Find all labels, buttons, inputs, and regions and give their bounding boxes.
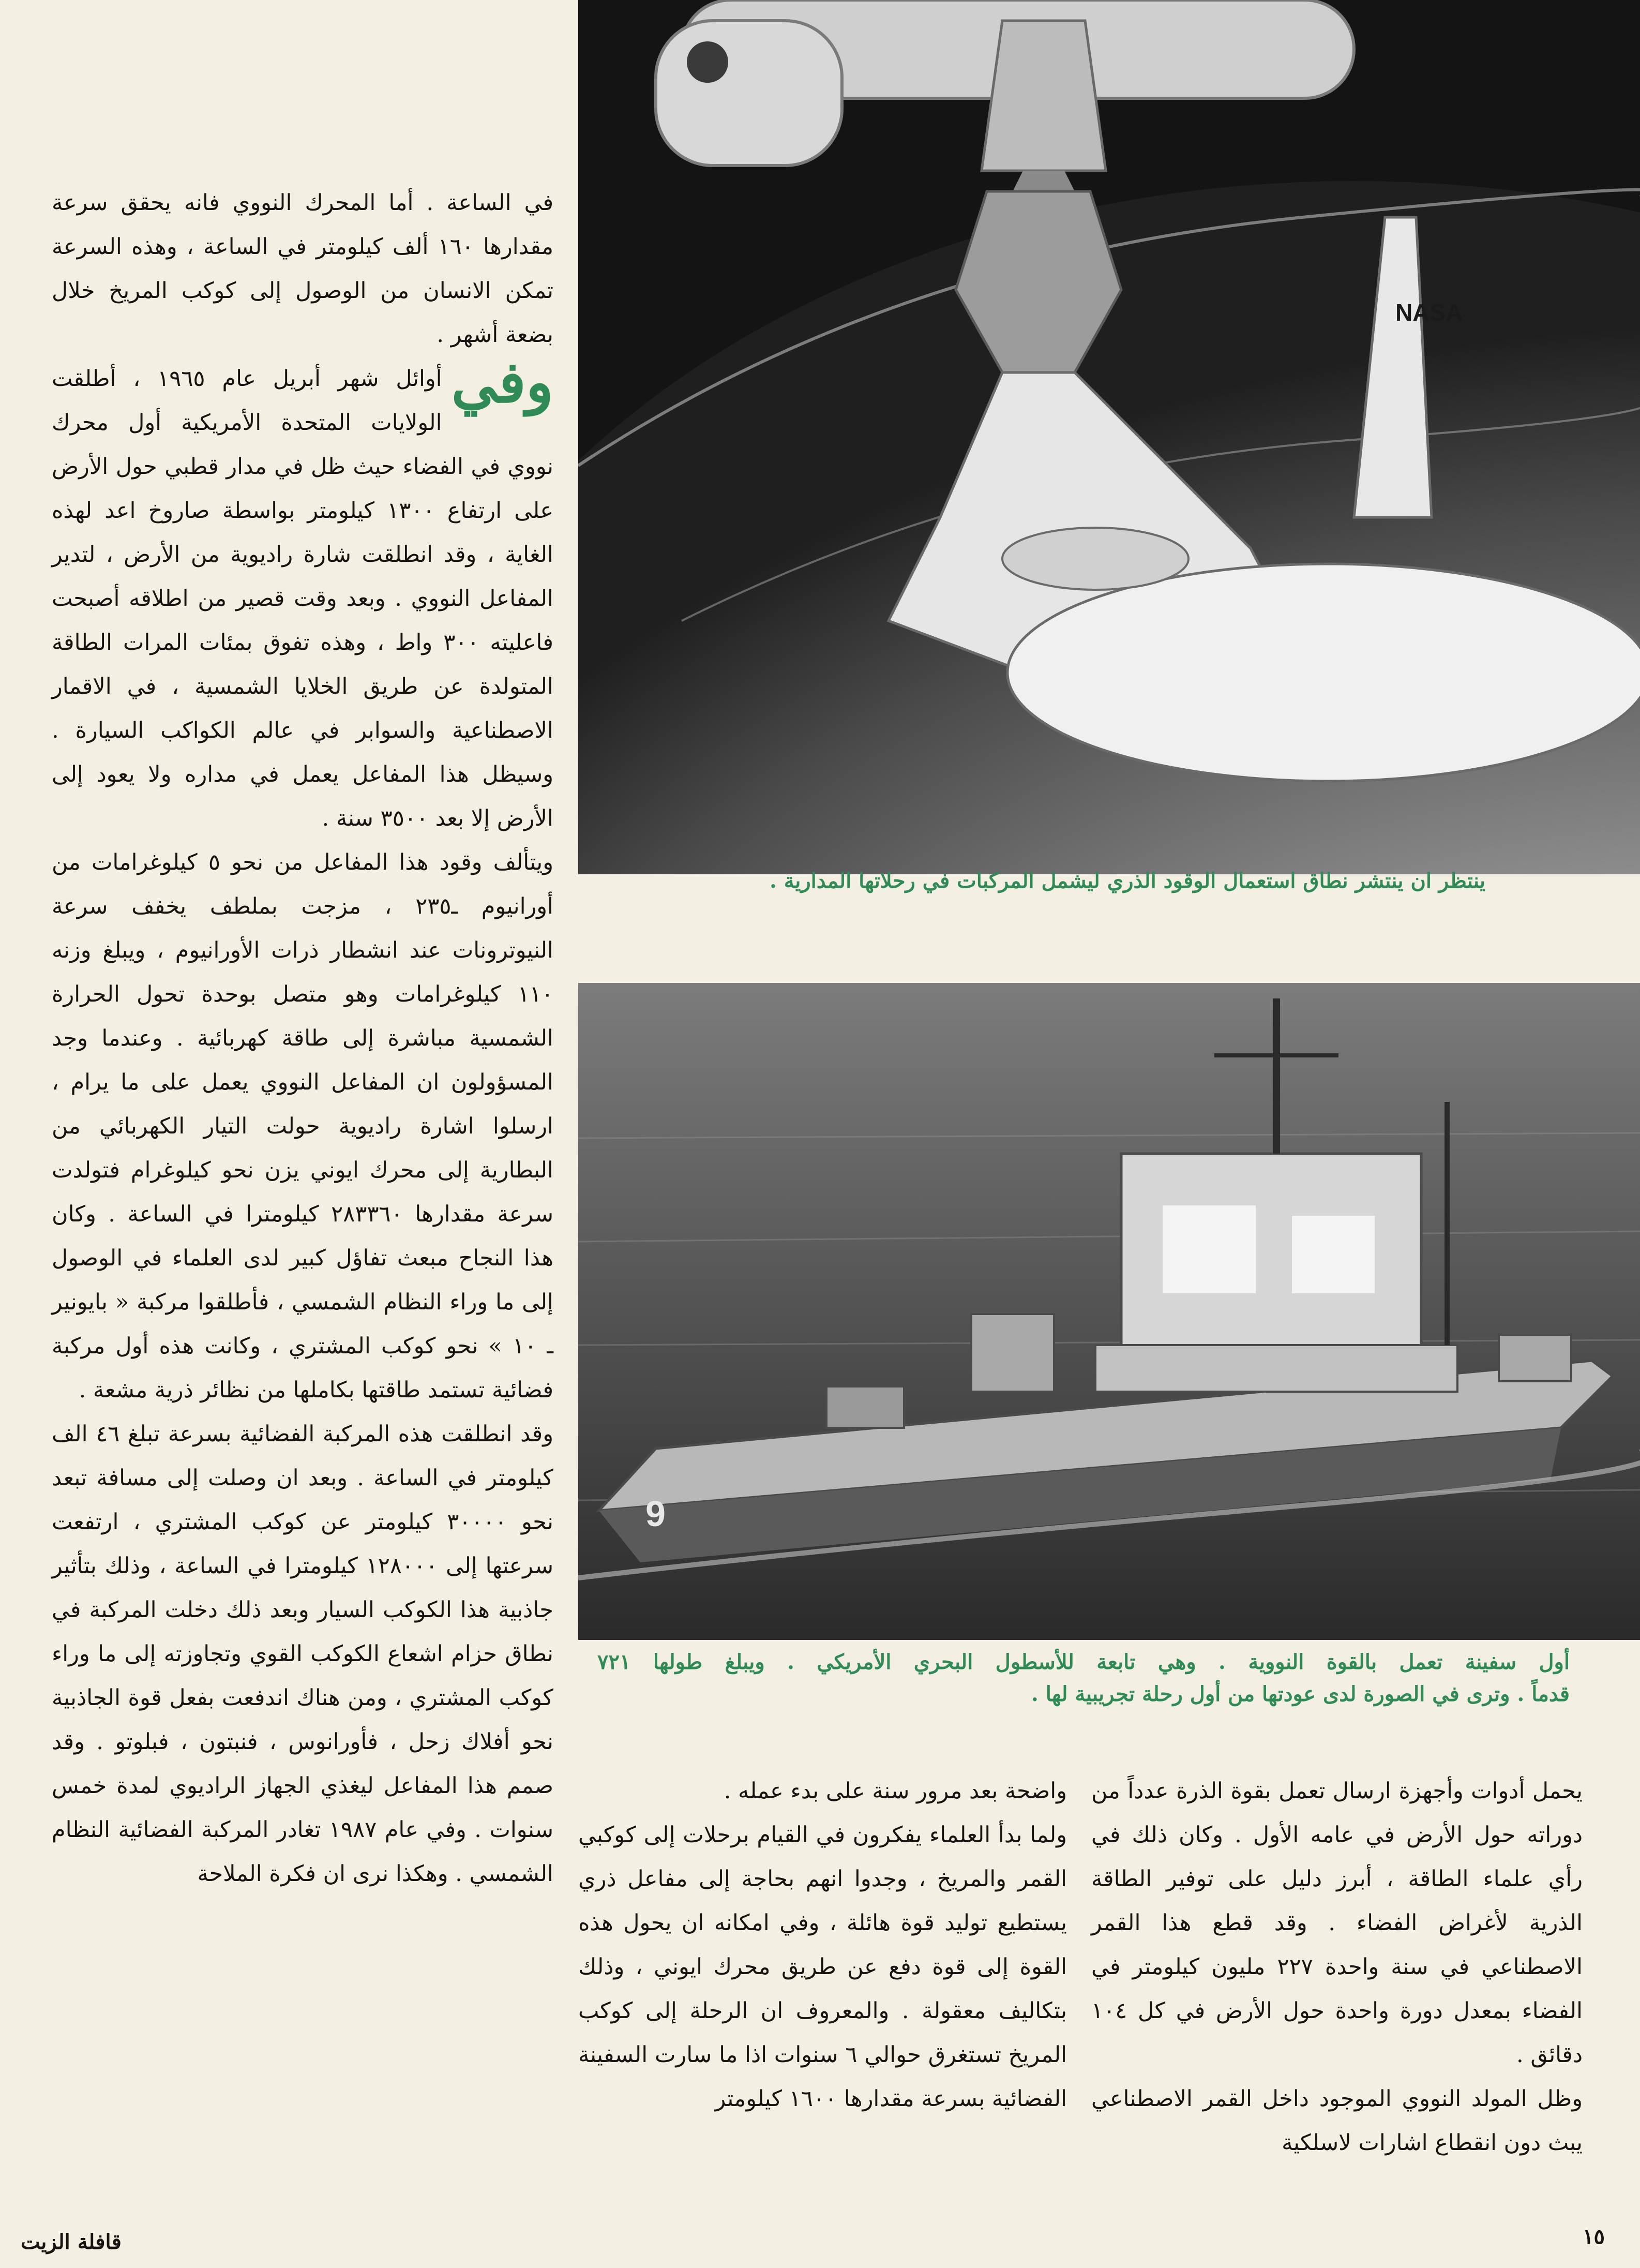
nasa-decal: NASA bbox=[1395, 299, 1463, 326]
top-photo-caption: ينتظر ان ينتشر نطاق استعمال الوقود الذري ليشمل المركبات في رحلاتها المدارية . bbox=[769, 869, 1486, 893]
ship-photo-caption bbox=[597, 1646, 1570, 1710]
left-col-paragraph-1: يحمل أدوات وأجهزة ارسال تعمل بقوة الذرة عدداً من دوراته حول الأرض في عامه الأول . وكان ذلك في رأي علماء الطاقة ، أبرز دليل على توفير الطاقة الذرية لأغراض الفضاء . وقد قطع هذا القمر الاصطناعي في سنة واحدة ٢٢٧ مليون كيلومتر في الفضاء بمعدل دورة واحدة حول الأرض في كل ١٠٤ دقائق . bbox=[1091, 1778, 1583, 2068]
page-number: ١٥ bbox=[1583, 2225, 1605, 2249]
right-article-column bbox=[52, 181, 553, 1896]
ship-hull-number: 9 bbox=[645, 1494, 666, 1534]
ship-caption-line-1: أول سفينة تعمل بالقوة النووية . وهي تابعة للأسطول البحري الأمريكي . ويبلغ طولها ٧٢١ bbox=[597, 1650, 1570, 1674]
middle-article-column bbox=[578, 1769, 1067, 2121]
right-col-paragraph-3: ويتألف وقود هذا المفاعل من نحو ٥ كيلوغرامات من أورانيوم ـ٢٣٥ ، مزجت بملطف يخفف سرعة النيوترونات عند انشطار ذرات الأورانيوم ، ويبلغ وزنه ١١٠ كيلوغرامات وهو متصل بوحدة تحول الحرارة الشمسية مباشرة إلى طاقة كهربائية . وعندما وجد المسؤولون ان المفاعل النووي يعمل على ما يرام ، ارسلوا اشارة راديوية حولت التيار الكهربائي من البطارية إلى محرك ايوني يزن نحو كيلوغرام فتولدت سرعة مقدارها ٢٨٣٣٦٠ كيلومترا في الساعة . وكان هذا النجاح مبعث تفاؤل كبير لدى العلماء في الوصول إلى ما وراء النظام الشمسي ، فأطلقوا مركبة « بايونير ـ ١٠ » نحو كوكب المشتري ، وكانت هذه أول مركبة فضائية تستمد طاقتها بكاملها من نظائر ذرية مشعة . bbox=[52, 849, 554, 1403]
left-article-column bbox=[1091, 1769, 1583, 2165]
right-col-paragraph-4: وقد انطلقت هذه المركبة الفضائية بسرعة تبلغ ٤٦ الف كيلومتر في الساعة . وبعد ان وصلت إلى مسافة تبعد نحو ٣٠٠٠٠ كيلومتر عن كوكب المشتري ، ارتفعت سرعتها إلى ١٢٨٠٠٠ كيلومترا في الساعة ، وذلك بتأثير جاذبية هذا الكوكب السيار وبعد ذلك دخلت المركبة في نطاق حزام اشعاع الكوكب القوي وتجاوزته إلى ما وراء كوكب المشتري ، ومن هناك اندفعت بفعل قوة الجاذبية نحو أفلاك زحل ، فأورانوس ، فنبتون ، فبلوتو . وقد صمم هذا المفاعل ليغذي الجهاز الراديوي لمدة خمس سنوات . وفي عام ١٩٨٧ تغادر المركبة الفضائية النظام الشمسي . وهكذا نرى ان فكرة الملاحة bbox=[52, 1421, 554, 1887]
right-col-paragraph-2-text: أوائل شهر أبريل عام ١٩٦٥ ، أطلقت الولايات المتحدة الأمريكية أول محرك نووي في الفضاء حيث ظل في مدار قطبي حول الأرض على ارتفاع ١٣٠٠ كيلومتر بواسطة صاروخ اعد لهذه الغاية ، وقد انطلقت شارة راديوية من الأرض ، لتدير المفاعل النووي . وبعد وقت قصير من اطلاقه أصبحت فاعليته ٣٠٠ واط ، وهذه تفوق بمئات المرات الطاقة المتولدة عن طريق الخلايا الشمسية ، في الاقمار الاصطناعية والسوابر في عالم الكواكب السيارة . وسيظل هذا المفاعل يعمل في مداره ولا يعود إلى الأرض إلا بعد ٣٥٠٠ سنة . bbox=[52, 366, 553, 831]
middle-col-paragraph-2: ولما بدأ العلماء يفكرون في القيام برحلات إلى كوكبي القمر والمريخ ، وجدوا انهم بحاجة إلى مفاعل ذري يستطيع توليد قوة هائلة ، وفي امكانه ان يحول هذه القوة إلى قوة دفع عن طريق محرك ايوني ، وذلك بتكاليف معقولة . والمعروف ان الرحلة إلى كوكب المريخ تستغرق حوالي ٦ سنوات اذا ما سارت السفينة الفضائية بسرعة مقدارها ١٦٠٠ كيلومتر bbox=[578, 1822, 1067, 2112]
left-col-paragraph-2: وظل المولد النووي الموجود داخل القمر الاصطناعي يبث دون انقطاع اشارات لاسلكية bbox=[1091, 2086, 1583, 2156]
middle-col-paragraph-1: واضحة بعد مرور سنة على بدء عمله . bbox=[724, 1778, 1067, 1804]
ship-photo bbox=[578, 983, 1640, 1640]
spacecraft-photo bbox=[578, 0, 1640, 874]
ship-caption-line-2: قدماً . وترى في الصورة لدى عودتها من أول رحلة تجريبية لها . bbox=[1031, 1682, 1570, 1706]
right-col-paragraph-2 bbox=[52, 349, 553, 841]
drop-cap: وفي bbox=[451, 349, 553, 415]
magazine-name: قافلة الزيت bbox=[21, 2230, 122, 2254]
right-col-paragraph-1: في الساعة . أما المحرك النووي فانه يحقق سرعة مقدارها ١٦٠ ألف كيلومتر في الساعة ، وهذه السرعة تمكن الانسان من الوصول إلى كوكب المريخ خلال بضعة أشهر . bbox=[52, 190, 554, 348]
